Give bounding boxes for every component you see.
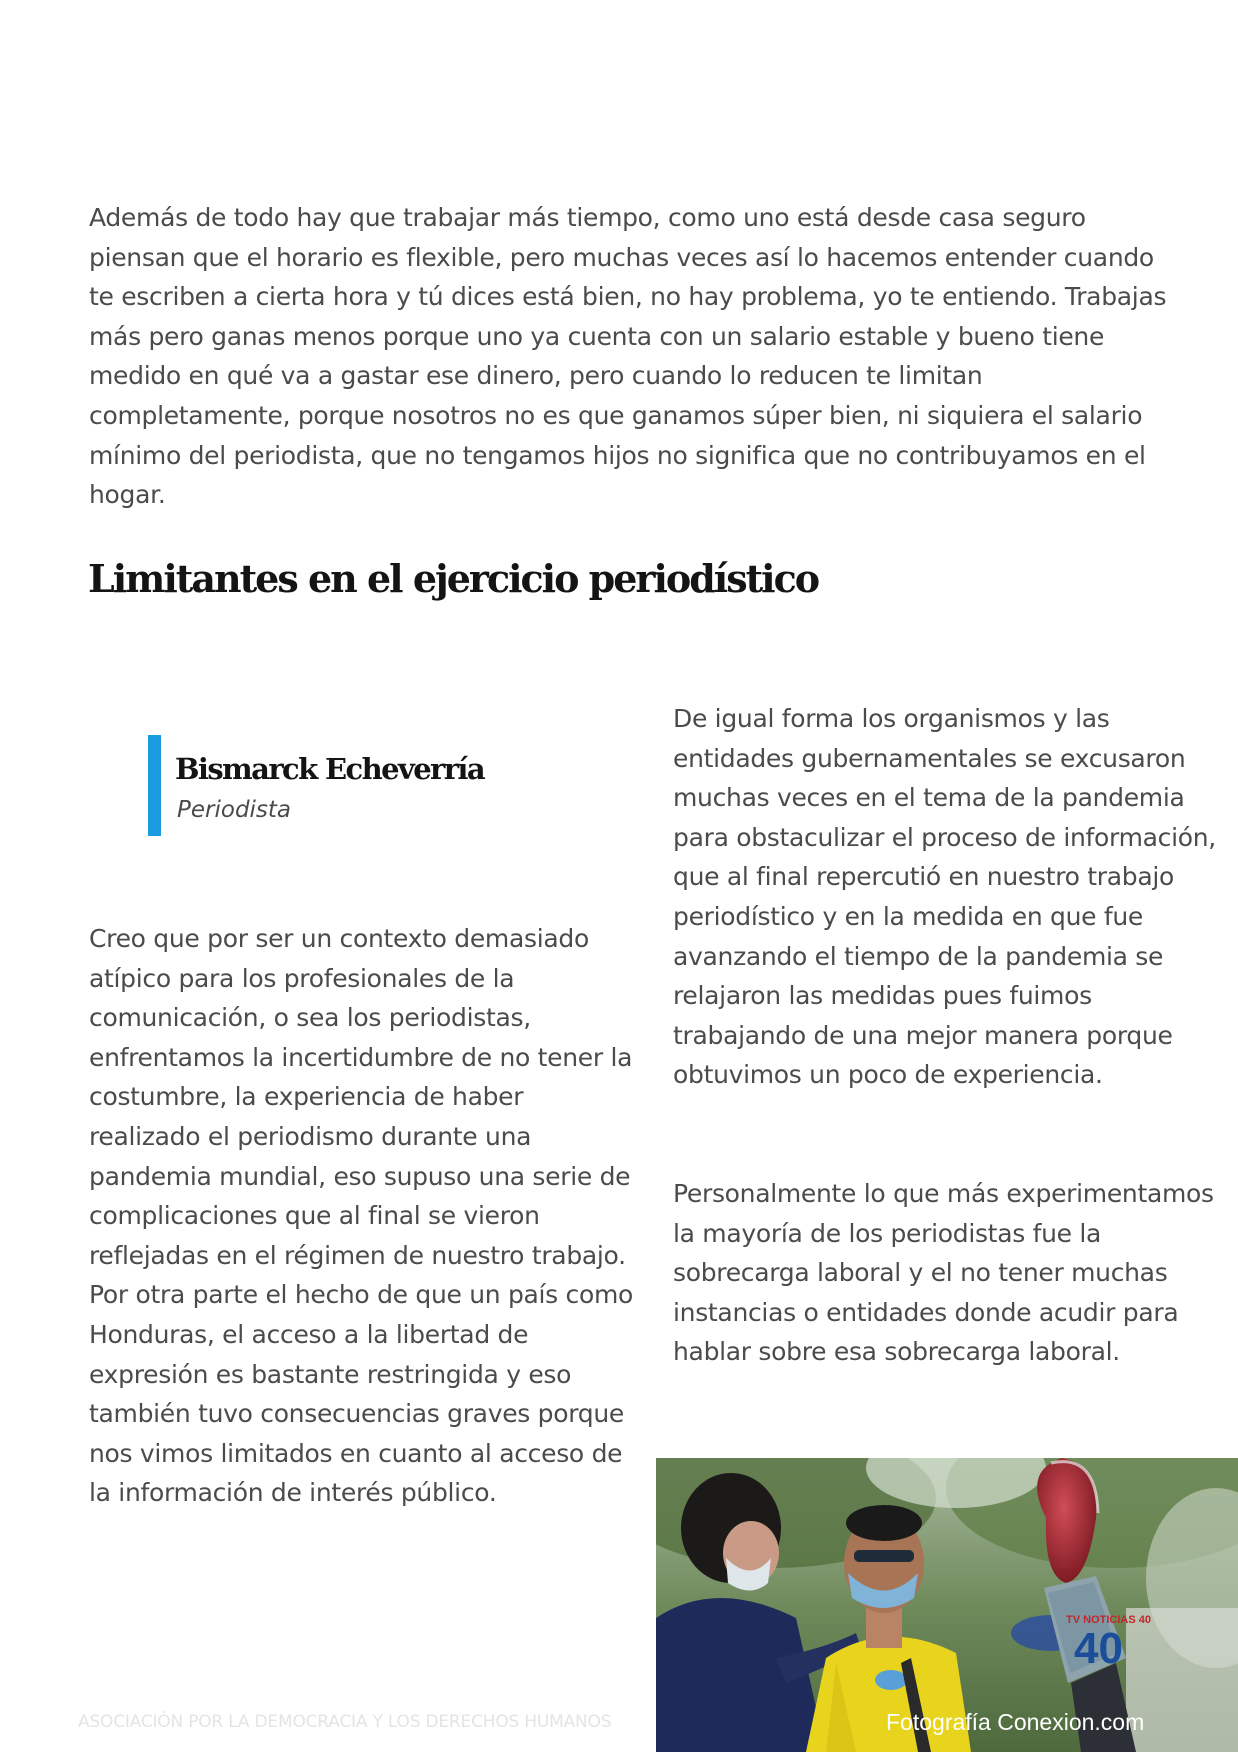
svg-text:40: 40 [1074,1624,1123,1673]
press-interview-photo [656,1458,1238,1752]
intro-paragraph: Además de todo hay que trabajar más tiempo, como uno está desde casa seguro piensan que el horario es flexible, pero muchas veces así lo hacemos entender cuando te escriben a cierta hora y tú dices está bien, no hay problema, yo te entiendo. Trabajas más pero ganas menos porque uno ya cuenta con un salario estable y bueno tiene medido en qué va a gastar ese dinero, pero cuando lo reducen te limitan completamente, porque nosotros no es que ganamos súper bien, ni siquiera el salario mínimo del periodista, que no tengamos hijos no significa que no contribuyamos en el hogar. [89,203,1167,510]
quote-accent-bar [148,735,161,836]
right-column-paragraph: De igual forma los organismos y las entidades gubernamentales se excusaron muchas veces en el tema de la pandemia para obstaculizar el proceso de información, que al final repercutió en nuestro trabajo periodístico y en la medida en que fue avanzando el tiempo de la pandemia se relajaron las medidas pues fuimos trabajando de una mejor manera porque obtuvimos un poco de experiencia. [673,704,1216,1090]
photo-credit: Fotografía Conexion.com [886,1709,1145,1735]
right-column-paragraph: Personalmente lo que más experimentamos la mayoría de los periodistas fue la sobrecarga laboral y el no tener muchas instancias o entidades donde acudir para hablar sobre esa sobrecarga laboral. [673,1179,1214,1367]
interviewee-name: Bismarck Echeverría [175,752,485,786]
microphone-logo-text: TV NOTICIAS 40 [1066,1614,1151,1626]
interviewee-role: Periodista [177,797,292,823]
footer-organization: ASOCIACIÓN POR LA DEMOCRACIA Y LOS DERECHOS HUMANOS [78,1712,612,1732]
section-heading: Limitantes en el ejercicio periodístico [88,556,819,601]
left-column-paragraph: Creo que por ser un contexto demasiado atípico para los profesionales de la comunicación, o sea los periodistas, enfrentamos la incertidumbre de no tener la costumbre, la experiencia de haber realizado el periodismo durante una pandemia mundial, eso supuso una serie de complicaciones que al final se vieron reflejadas en el régimen de nuestro trabajo. Por otra parte el hecho de que un país como Honduras, el acceso a la libertad de expresión es bastante restringida y eso también tuvo consecuencias graves porque nos vimos limitados en cuanto al acceso de la información de interés público. [89,924,634,1508]
